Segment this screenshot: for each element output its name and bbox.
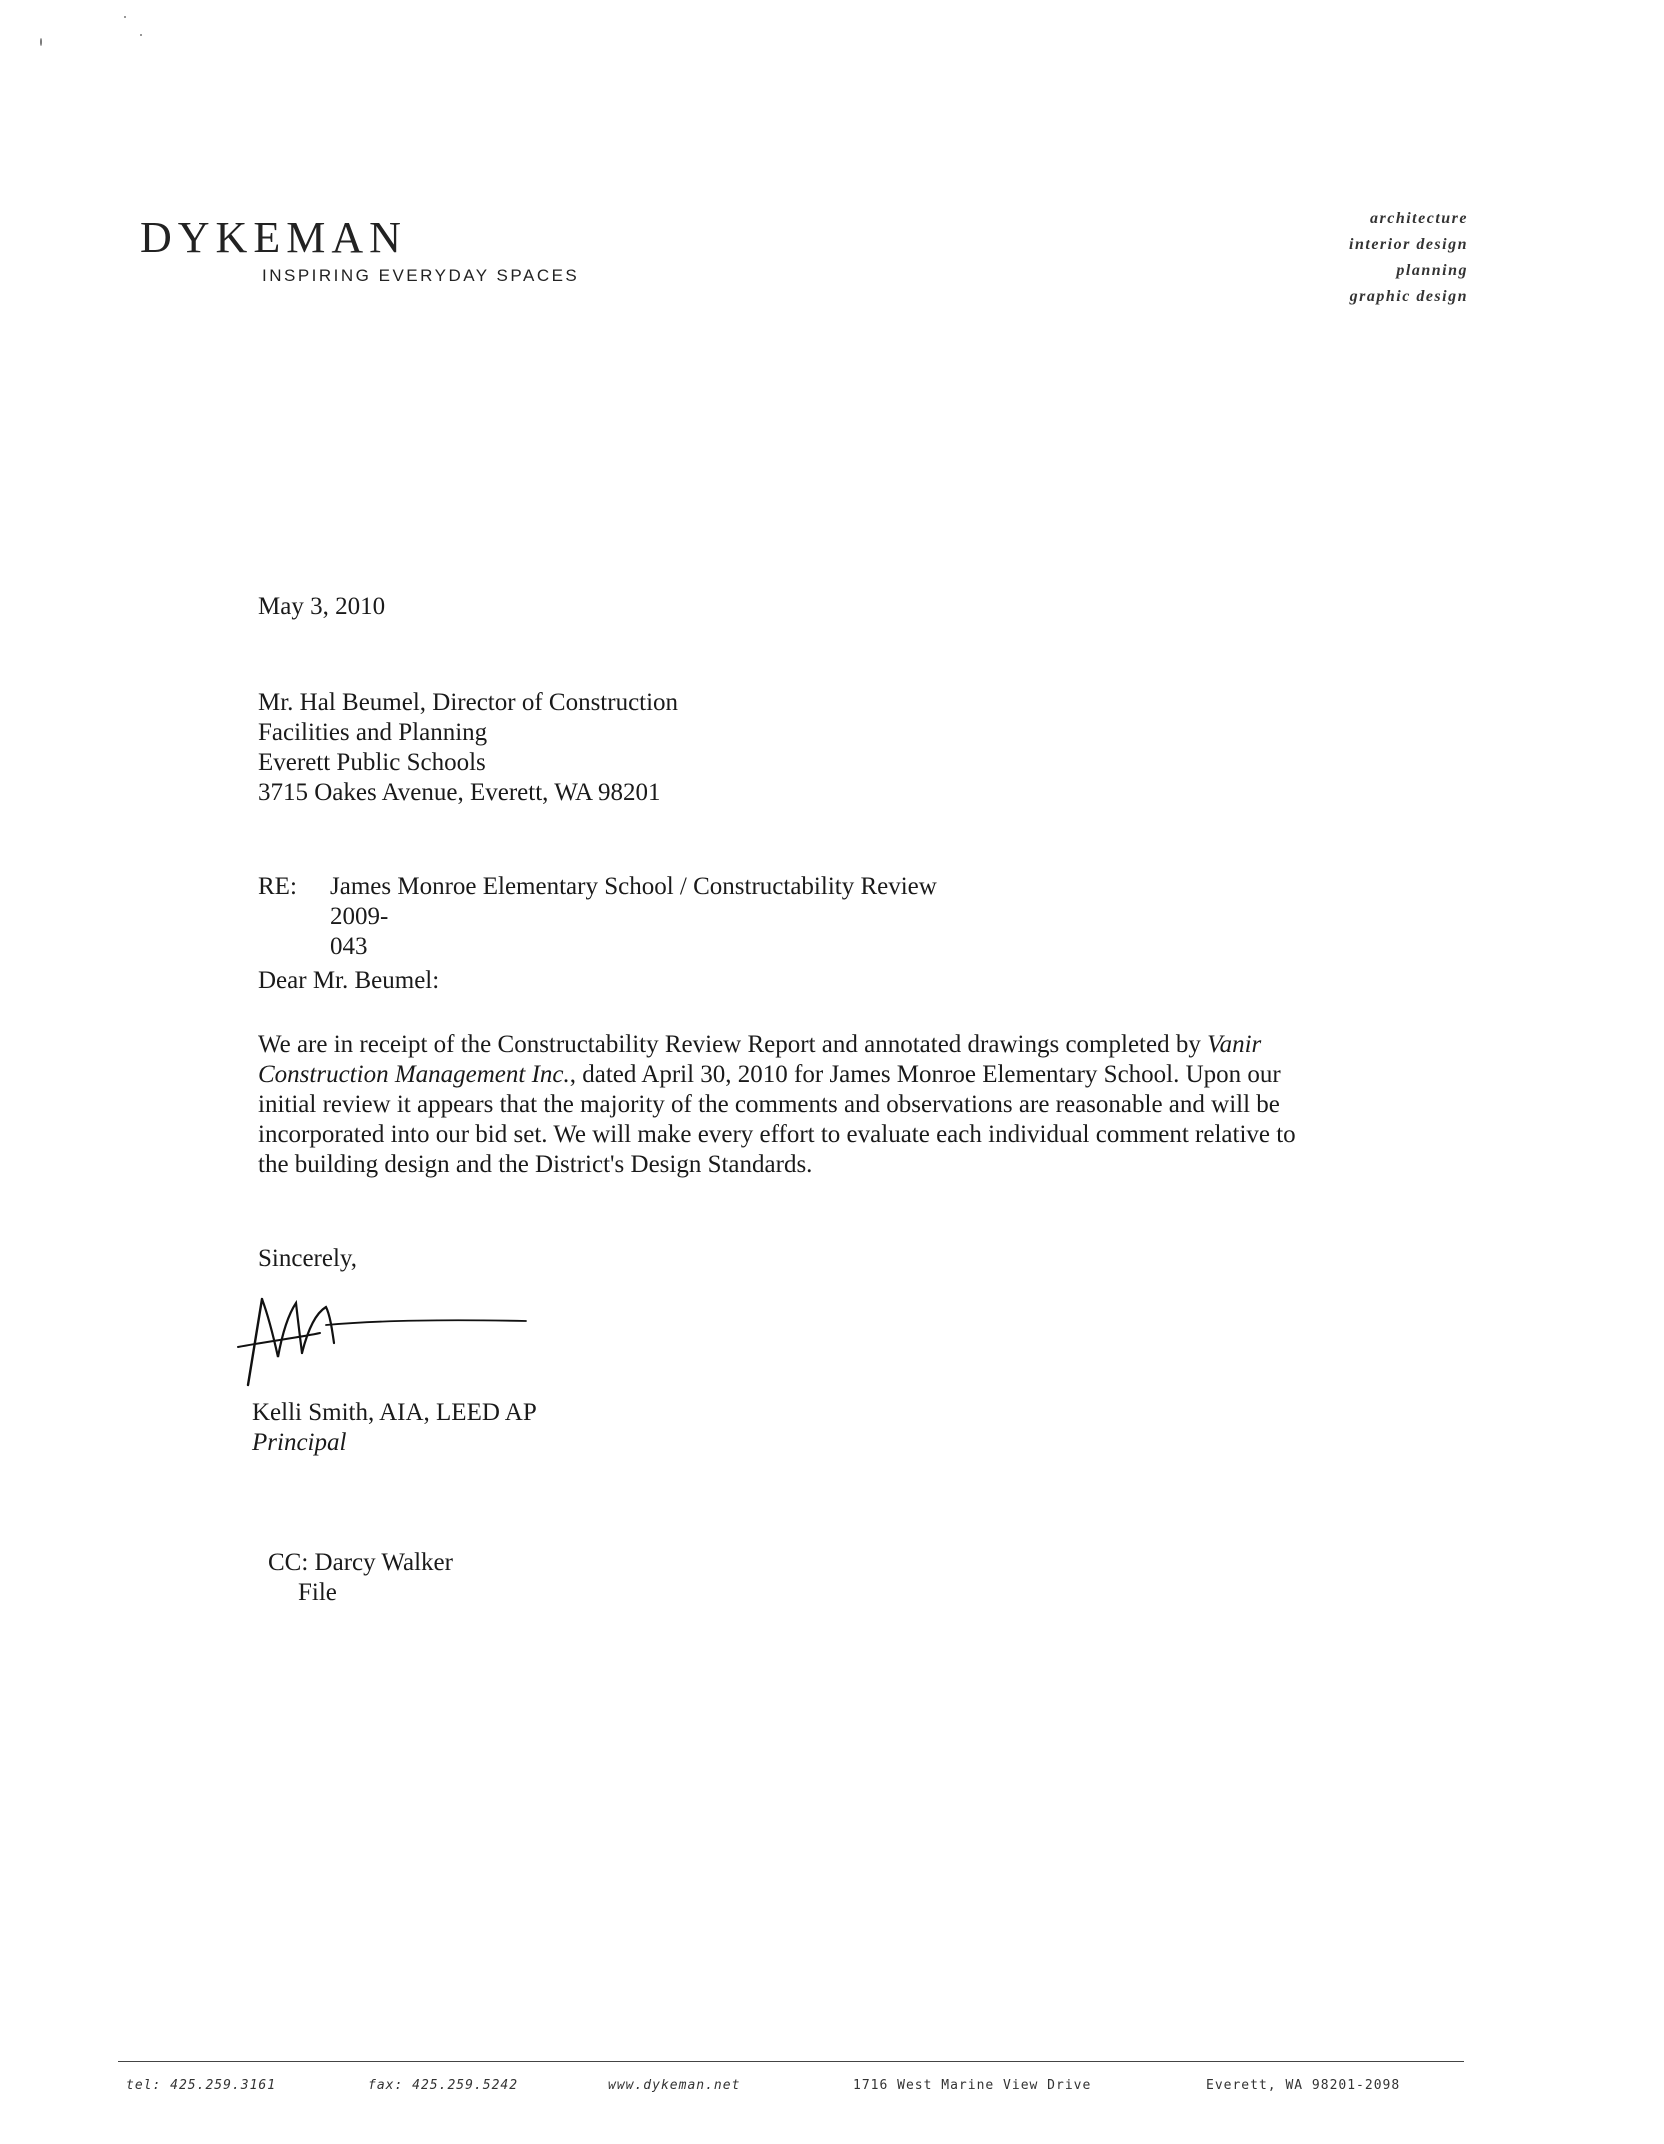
service-item: graphic design — [1349, 288, 1468, 305]
footer-phone: tel: 425.259.3161 — [126, 2078, 277, 2093]
footer-divider — [118, 2061, 1464, 2062]
body-line: initial review it appears that the majority of the comments and observations are reasonable and will be — [258, 1091, 1280, 1118]
service-item: planning — [1396, 262, 1468, 279]
recipient-line: Everett Public Schools — [258, 749, 486, 776]
footer-city: Everett, WA 98201-2098 — [1206, 2078, 1401, 2093]
footer-website: www.dykeman.net — [608, 2078, 741, 2093]
cc-block — [268, 1548, 453, 1608]
body-line: the building design and the District's Design Standards. — [258, 1151, 813, 1178]
project-number: 2009-043 — [330, 903, 389, 960]
salutation: Dear Mr. Beumel: — [258, 967, 440, 994]
cc-file: File — [298, 1579, 337, 1606]
footer-contact — [118, 2078, 1464, 2102]
company-logo-name: DYKEMAN — [140, 213, 407, 262]
body-line — [258, 1060, 1398, 1090]
scan-speck — [40, 38, 42, 46]
body-line — [258, 1030, 1398, 1060]
footer-address: 1716 West Marine View Drive — [853, 2078, 1092, 2093]
scan-speck — [140, 34, 142, 36]
body-line: incorporated into our bid set. We will make every effort to evaluate each individual comment relative to — [258, 1121, 1296, 1148]
body-paragraph — [258, 1030, 1398, 1180]
handwritten-signature — [230, 1285, 530, 1395]
recipient-line: 3715 Oakes Avenue, Everett, WA 98201 — [258, 779, 661, 806]
cc-recipient: CC: Darcy Walker — [268, 1549, 453, 1576]
footer-fax: fax: 425.259.5242 — [368, 2078, 519, 2093]
recipient-line: Mr. Hal Beumel, Director of Construction — [258, 689, 679, 716]
recipient-address — [258, 688, 678, 808]
company-reference: Vanir — [1207, 1031, 1262, 1058]
service-item: interior design — [1349, 236, 1468, 253]
company-tagline: INSPIRING EVERYDAY SPACES — [262, 266, 580, 285]
body-text: , dated April 30, 2010 for James Monroe Elementary School. Upon our — [569, 1061, 1281, 1088]
closing: Sincerely, — [258, 1245, 358, 1272]
service-item: architecture — [1370, 210, 1468, 227]
services-list — [1349, 206, 1468, 310]
scan-speck — [124, 16, 126, 18]
recipient-line: Facilities and Planning — [258, 719, 488, 746]
company-reference: Construction Management Inc. — [258, 1061, 570, 1088]
re-subject: James Monroe Elementary School / Constructability Review — [330, 873, 937, 900]
signer-title: Principal — [252, 1429, 347, 1456]
signer-name: Kelli Smith, AIA, LEED AP — [252, 1399, 537, 1426]
subject-block — [258, 872, 937, 960]
re-label: RE: — [258, 873, 297, 900]
body-text: We are in receipt of the Constructability Review Report and annotated drawings completed by — [258, 1031, 1208, 1058]
letter-date: May 3, 2010 — [258, 593, 386, 620]
